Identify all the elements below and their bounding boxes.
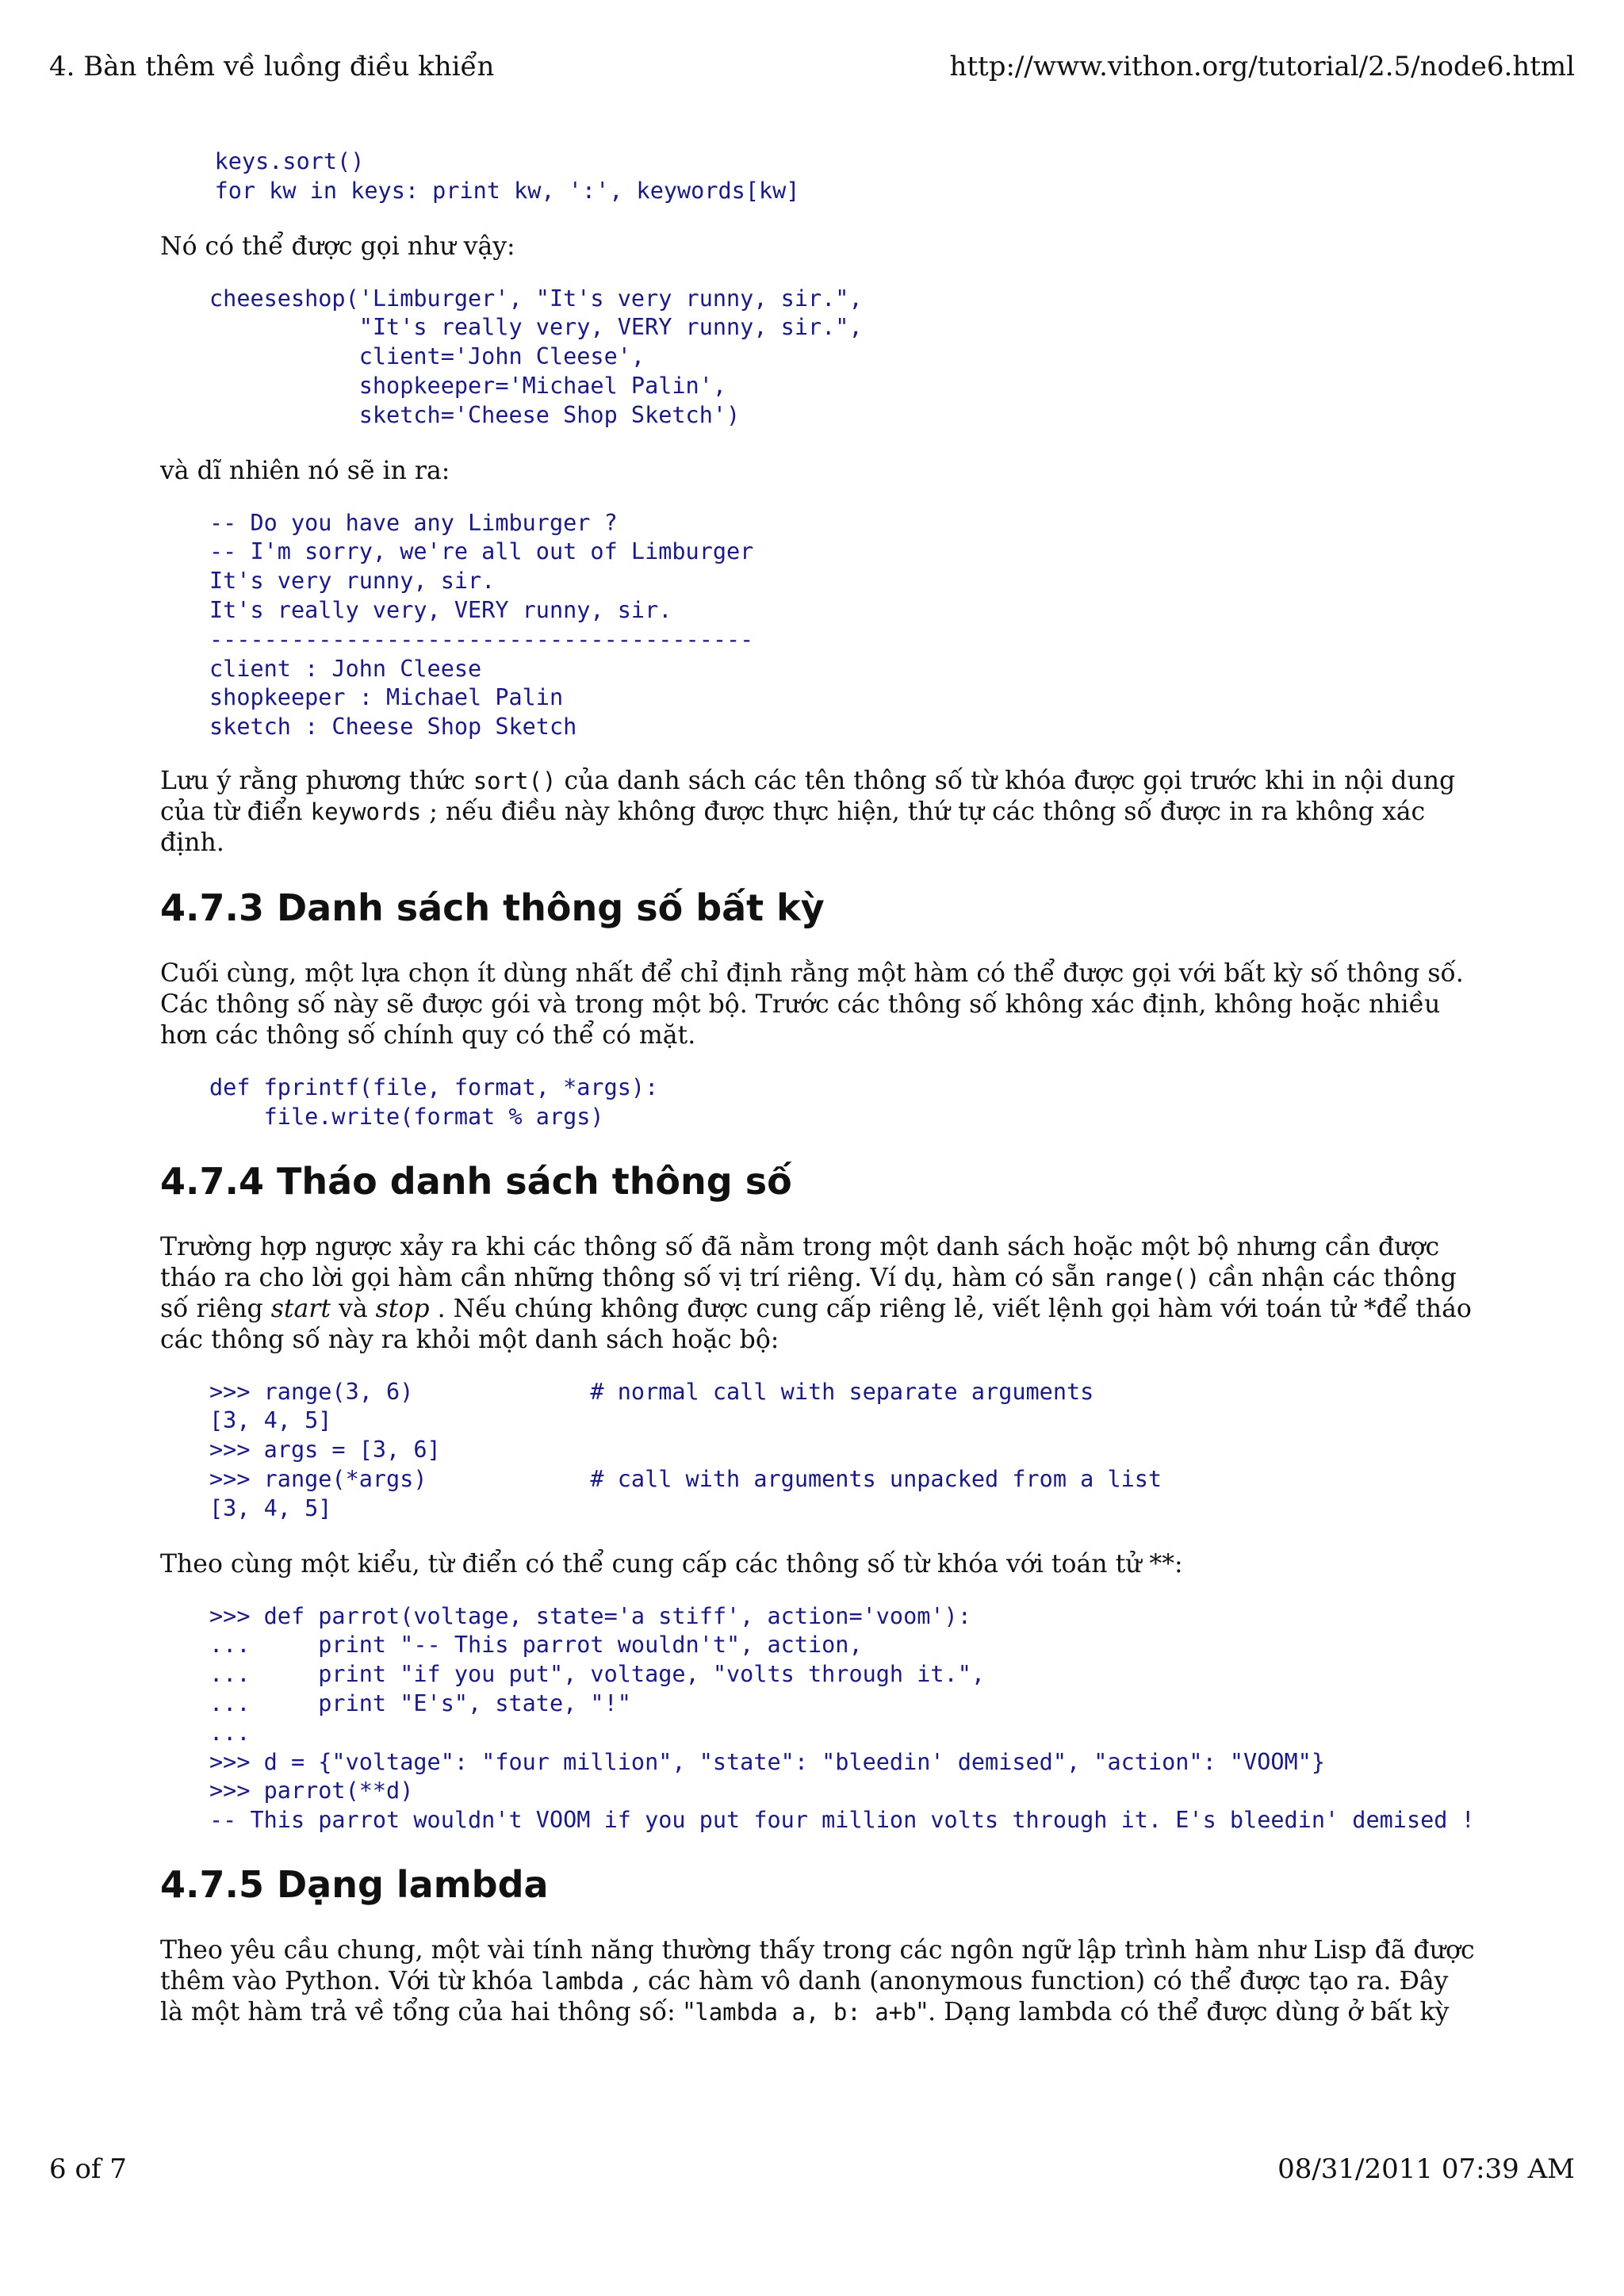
paragraph-sort-note: [160, 766, 1477, 859]
paragraph-arbitrary-args: Cuối cùng, một lựa chọn ít dùng nhất để chỉ định rằng một hàm có thể được gọi với bất kỳ số thông số. Các thông số này sẽ được gói và trong một bộ. Trước các thông số không xác định, không hoặc nhiều hơn các thông số chính quy có thể có mặt.: [160, 959, 1464, 1050]
para3-text-c: ; nếu điều này không được thực hiện, thứ tự các thông số được in ra không xác định.: [160, 797, 1426, 857]
para3-text-b: của danh sách các tên thông số từ khóa được gọi trước khi in nội dung của từ điển: [160, 766, 1456, 826]
para5-text-a: Trường hợp ngược xảy ra khi các thông số đã nằm trong một danh sách hoặc một bộ nhưng cần được tháo ra cho lời gọi hàm cần những thông số vị trí riêng. Ví dụ, hàm có sẵn: [160, 1232, 1440, 1292]
var-stop: stop: [375, 1294, 430, 1323]
para5-text-c: và: [331, 1294, 376, 1323]
section-heading-lambda: 4.7.5 Dạng lambda: [160, 1862, 549, 1906]
page-footer: [49, 2153, 1575, 2185]
header-url: http://www.vithon.org/tutorial/2.5/node6.html: [949, 51, 1575, 82]
section-heading-arbitrary-args: 4.7.3 Danh sách thông số bất kỳ: [160, 886, 825, 929]
code-block-cheeseshop-call: cheeseshop('Limburger', "It's very runny, sir.", "It's really very, VERY runny, sir.", client='John Cleese', shopkeeper='Michael Palin', sketch='Cheese Shop Sketch'): [209, 285, 863, 428]
paragraph-output-intro: và dĩ nhiên nó sẽ in ra:: [160, 456, 450, 485]
inline-code-sort: sort(): [473, 767, 557, 794]
code-block-fprintf: def fprintf(file, format, *args): file.write(format % args): [209, 1073, 659, 1130]
paragraph-unpacking-args: [160, 1232, 1477, 1356]
page-number: 6 of 7: [49, 2153, 127, 2185]
code-block-cheeseshop-output: -- Do you have any Limburger ? -- I'm sorry, we're all out of Limburger It's very runny, sir. It's really very, VERY runny, sir. ---------------------------------------- client : John Cleese shopkeeper : Michael Palin sketch : Cheese Shop Sketch: [209, 509, 754, 740]
code-block-range-unpack: >>> range(3, 6) # normal call with separate arguments [3, 4, 5] >>> args = [3, 6] >>> range(*args) # call with arguments unpacked from a list [3, 4, 5]: [209, 1378, 1162, 1521]
header-title: 4. Bàn thêm về luồng điều khiển: [49, 51, 495, 82]
var-start: start: [270, 1294, 331, 1323]
inline-code-keywords: keywords: [310, 798, 422, 825]
code-block-keys-sort: keys.sort() for kw in keys: print kw, ':', keywords[kw]: [214, 148, 800, 204]
para7-text-a: Theo yêu cầu chung, một vài tính năng thường thấy trong các ngôn ngữ lập trình hàm như Lisp đã được thêm vào Python. Với từ khóa: [160, 1935, 1475, 1996]
document-body: [160, 147, 1477, 2028]
inline-code-range: range(): [1103, 1264, 1201, 1292]
page-header: [49, 51, 1575, 82]
print-timestamp: 08/31/2011 07:39 AM: [1277, 2153, 1575, 2185]
paragraph-lambda: [160, 1935, 1477, 2028]
paragraph-call-example: Nó có thể được gọi như vậy:: [160, 232, 515, 261]
paragraph-dict-unpack: Theo cùng một kiểu, từ điển có thể cung cấp các thông số từ khóa với toán tử **:: [160, 1549, 1183, 1578]
inline-code-lambda: lambda: [541, 1967, 624, 1995]
code-block-parrot: >>> def parrot(voltage, state='a stiff', action='voom'): ... print "-- This parrot wouldn't", action, ... print "if you put", voltage, "volts through it.", ... print "E's", state, "!" ... >>> d = {"voltage": "four million", "state": "bleedin' demised", "action": "VOOM"} >>> parrot(**d) -- This parrot wouldn't VOOM if you put four million volts through it. E's bleedin' demised !: [209, 1602, 1475, 1834]
para7-text-b: , các hàm vô danh (anonymous function) có thể được tạo ra. Đây là một hàm trả về tổng của hai thông số: ": [160, 1966, 1449, 2026]
para7-text-c: ". Dạng lambda có thể được dùng ở bất kỳ: [916, 1997, 1450, 2026]
para5-text-d: . Nếu chúng không được cung cấp riêng lẻ, viết lệnh gọi hàm với toán tử *để tháo các thông số này ra khỏi một danh sách hoặc bộ:: [160, 1294, 1472, 1354]
inline-code-lambda-expr: lambda a, b: a+b: [695, 1998, 917, 2026]
para3-text-a: Lưu ý rằng phương thức: [160, 766, 473, 795]
para5-text-b: cần nhận các thông số riêng: [160, 1263, 1457, 1323]
section-heading-unpacking-args: 4.7.4 Tháo danh sách thông số: [160, 1159, 792, 1203]
